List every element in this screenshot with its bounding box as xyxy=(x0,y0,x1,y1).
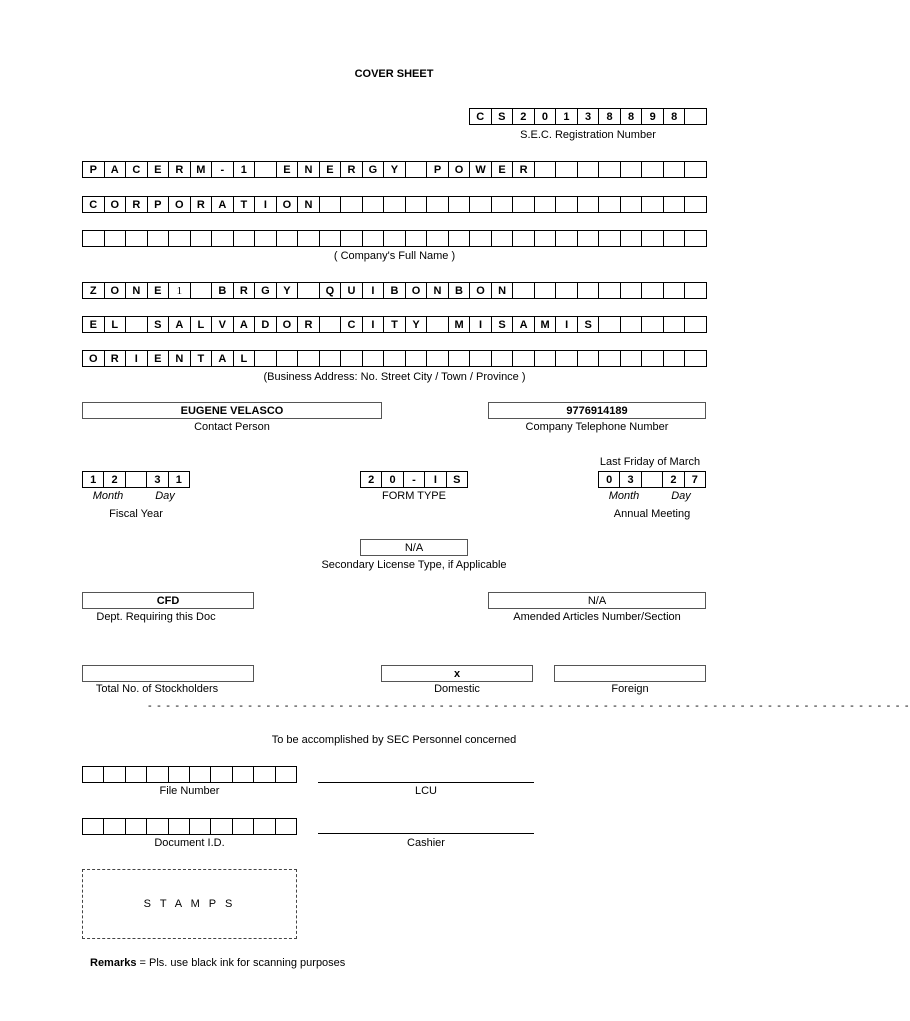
input-cell[interactable] xyxy=(427,231,449,246)
input-cell[interactable] xyxy=(169,767,190,782)
input-cell[interactable]: S xyxy=(578,317,600,332)
input-cell[interactable] xyxy=(556,231,578,246)
input-cell[interactable] xyxy=(276,767,296,782)
input-cell[interactable]: T xyxy=(234,197,256,212)
input-cell[interactable] xyxy=(298,283,320,298)
input-cell[interactable]: L xyxy=(234,351,256,366)
input-cell[interactable]: 0 xyxy=(599,472,620,487)
input-cell[interactable]: L xyxy=(105,317,127,332)
input-cell[interactable]: M xyxy=(535,317,557,332)
input-cell[interactable] xyxy=(363,197,385,212)
input-cell[interactable] xyxy=(449,231,471,246)
input-cell[interactable] xyxy=(578,351,600,366)
annual-meeting-field[interactable] xyxy=(598,471,706,488)
input-cell[interactable]: 0 xyxy=(535,109,557,124)
annual-meeting-note: Last Friday of March xyxy=(599,456,701,468)
remarks-prefix: Remarks xyxy=(90,957,137,969)
input-cell[interactable]: 3 xyxy=(578,109,600,124)
total-stockholders-field[interactable] xyxy=(82,665,254,682)
input-cell[interactable] xyxy=(492,351,514,366)
input-cell[interactable]: S xyxy=(148,317,170,332)
input-cell[interactable] xyxy=(599,197,621,212)
input-cell[interactable]: C xyxy=(83,197,105,212)
input-cell[interactable] xyxy=(83,819,104,834)
stamps-box xyxy=(82,869,297,939)
input-cell[interactable]: 1 xyxy=(234,162,256,177)
input-cell[interactable] xyxy=(642,472,663,487)
input-cell[interactable]: 1 xyxy=(83,472,104,487)
input-cell[interactable] xyxy=(277,351,299,366)
file-number-label: File Number xyxy=(159,785,220,797)
company-name-row-1[interactable] xyxy=(82,161,707,178)
input-cell[interactable] xyxy=(126,472,147,487)
input-cell[interactable] xyxy=(664,351,686,366)
input-cell[interactable]: - xyxy=(212,162,234,177)
input-cell[interactable]: U xyxy=(341,283,363,298)
input-cell[interactable]: I xyxy=(470,317,492,332)
business-address-row-3[interactable] xyxy=(82,350,707,367)
sec-personnel-heading: To be accomplished by SEC Personnel concerned xyxy=(271,734,517,746)
input-cell[interactable]: I xyxy=(255,197,277,212)
input-cell[interactable]: O xyxy=(169,197,191,212)
input-cell[interactable]: S xyxy=(492,109,514,124)
input-cell[interactable] xyxy=(492,231,514,246)
company-telephone-label: Company Telephone Number xyxy=(525,421,669,433)
input-cell[interactable]: Y xyxy=(406,317,428,332)
input-cell[interactable] xyxy=(685,162,706,177)
input-cell[interactable]: C xyxy=(126,162,148,177)
input-cell[interactable] xyxy=(254,767,275,782)
input-cell[interactable]: 3 xyxy=(620,472,641,487)
input-cell[interactable] xyxy=(535,231,557,246)
input-cell[interactable] xyxy=(363,351,385,366)
input-cell[interactable]: P xyxy=(83,162,105,177)
input-cell[interactable]: S xyxy=(492,317,514,332)
annual-meeting-month-label: Month xyxy=(608,490,640,502)
company-name-label: ( Company's Full Name ) xyxy=(333,250,456,262)
input-cell[interactable]: I xyxy=(425,472,446,487)
input-cell[interactable]: O xyxy=(470,283,492,298)
input-cell[interactable] xyxy=(578,231,600,246)
input-cell[interactable] xyxy=(126,317,148,332)
input-cell[interactable]: 1 xyxy=(169,283,191,298)
input-cell[interactable] xyxy=(685,109,706,124)
input-cell[interactable]: 3 xyxy=(147,472,168,487)
input-cell[interactable] xyxy=(664,162,686,177)
input-cell[interactable] xyxy=(664,231,686,246)
input-cell[interactable]: A xyxy=(105,162,127,177)
input-cell[interactable] xyxy=(255,351,277,366)
input-cell[interactable] xyxy=(621,351,643,366)
input-cell[interactable] xyxy=(621,231,643,246)
input-cell[interactable] xyxy=(126,231,148,246)
input-cell[interactable]: R xyxy=(341,162,363,177)
input-cell[interactable]: 9 xyxy=(642,109,664,124)
input-cell[interactable] xyxy=(341,197,363,212)
input-cell[interactable] xyxy=(190,767,211,782)
input-cell[interactable] xyxy=(126,819,147,834)
input-cell[interactable] xyxy=(470,351,492,366)
input-cell[interactable]: Y xyxy=(277,283,299,298)
input-cell[interactable]: T xyxy=(384,317,406,332)
input-cell[interactable] xyxy=(341,231,363,246)
input-cell[interactable] xyxy=(211,819,232,834)
amended-articles-label: Amended Articles Number/Section xyxy=(513,611,681,623)
input-cell[interactable]: O xyxy=(277,317,299,332)
file-number-field[interactable] xyxy=(82,766,297,783)
input-cell[interactable] xyxy=(513,231,535,246)
input-cell[interactable] xyxy=(298,351,320,366)
input-cell[interactable] xyxy=(578,283,600,298)
input-cell[interactable]: A xyxy=(212,197,234,212)
form-type-field[interactable] xyxy=(360,471,468,488)
contact-person-label: Contact Person xyxy=(194,421,270,433)
secondary-license-field[interactable]: N/A xyxy=(360,539,468,556)
input-cell[interactable] xyxy=(126,767,147,782)
input-cell[interactable]: 8 xyxy=(599,109,621,124)
input-cell[interactable] xyxy=(599,351,621,366)
input-cell[interactable]: I xyxy=(556,317,578,332)
input-cell[interactable] xyxy=(685,231,706,246)
business-address-label: (Business Address: No. Street City / Town / Province ) xyxy=(263,371,526,383)
input-cell[interactable]: 0 xyxy=(382,472,403,487)
input-cell[interactable]: V xyxy=(212,317,234,332)
sec-registration-number-label: S.E.C. Registration Number xyxy=(520,129,656,141)
input-cell[interactable] xyxy=(169,231,191,246)
input-cell[interactable] xyxy=(233,767,254,782)
sec-registration-number-field[interactable] xyxy=(469,108,707,125)
input-cell[interactable]: S xyxy=(453,473,461,486)
input-cell[interactable] xyxy=(105,231,127,246)
form-type-label: FORM TYPE xyxy=(382,490,446,502)
input-cell[interactable]: 2 xyxy=(663,472,684,487)
input-cell[interactable]: A xyxy=(513,317,535,332)
input-cell[interactable] xyxy=(513,283,535,298)
fiscal-year-field[interactable] xyxy=(82,471,190,488)
input-cell[interactable] xyxy=(578,197,600,212)
input-cell[interactable] xyxy=(406,351,428,366)
input-cell[interactable] xyxy=(685,317,706,332)
input-cell[interactable] xyxy=(535,197,557,212)
input-cell[interactable] xyxy=(406,231,428,246)
input-cell[interactable]: C xyxy=(470,109,492,124)
input-cell[interactable]: 8 xyxy=(664,109,686,124)
input-cell[interactable]: N xyxy=(169,351,191,366)
input-cell[interactable] xyxy=(234,231,256,246)
input-cell[interactable]: N xyxy=(492,283,514,298)
lcu-signature-line[interactable] xyxy=(318,782,534,783)
input-cell[interactable] xyxy=(190,819,211,834)
input-cell[interactable] xyxy=(148,231,170,246)
input-cell[interactable]: N xyxy=(427,283,449,298)
input-cell[interactable]: 2 xyxy=(513,109,535,124)
lcu-label: LCU xyxy=(414,785,437,797)
input-cell[interactable] xyxy=(104,767,125,782)
input-cell[interactable] xyxy=(233,819,254,834)
input-cell[interactable]: R xyxy=(298,317,320,332)
company-name-row-3[interactable] xyxy=(82,230,707,247)
input-cell[interactable] xyxy=(255,231,277,246)
input-cell[interactable]: N xyxy=(298,162,320,177)
input-cell[interactable]: B xyxy=(384,283,406,298)
input-cell[interactable]: I xyxy=(126,351,148,366)
input-cell[interactable] xyxy=(599,317,621,332)
input-cell[interactable] xyxy=(642,283,664,298)
input-cell[interactable] xyxy=(320,231,342,246)
document-id-field[interactable] xyxy=(82,818,297,835)
stamps-label: S T A M P S xyxy=(143,898,236,910)
input-cell[interactable] xyxy=(621,317,643,332)
fiscal-year-label: Fiscal Year xyxy=(109,508,163,520)
foreign-field[interactable] xyxy=(554,665,706,682)
input-cell[interactable] xyxy=(556,351,578,366)
page-title: COVER SHEET xyxy=(354,68,434,80)
divider-dashed: - - - - - - - - - - - - - - - - - - - - - - - - - - - - - - - - - - - - - - - - - - - - - - - - - - - - - - - - - - - - - - - - - - - - - - - - - - - - - - - - - - - - xyxy=(148,700,910,712)
input-cell[interactable]: T xyxy=(191,351,213,366)
input-cell[interactable]: I xyxy=(363,317,385,332)
input-cell[interactable]: O xyxy=(406,283,428,298)
input-cell[interactable] xyxy=(298,231,320,246)
input-cell[interactable]: P xyxy=(148,197,170,212)
input-cell[interactable]: E xyxy=(492,162,514,177)
fiscal-year-day-label: Day xyxy=(155,490,175,502)
input-cell[interactable] xyxy=(513,197,535,212)
input-cell[interactable] xyxy=(363,231,385,246)
amended-articles-field[interactable]: N/A xyxy=(488,592,706,609)
input-cell[interactable] xyxy=(83,231,105,246)
input-cell[interactable]: 8 xyxy=(621,109,643,124)
company-name-row-2[interactable] xyxy=(82,196,707,213)
input-cell[interactable] xyxy=(320,317,342,332)
input-cell[interactable] xyxy=(642,197,664,212)
input-cell[interactable]: O xyxy=(277,197,299,212)
input-cell[interactable]: G xyxy=(363,162,385,177)
input-cell[interactable] xyxy=(642,162,664,177)
annual-meeting-day-label: Day xyxy=(671,490,691,502)
input-cell[interactable]: E xyxy=(148,351,170,366)
input-cell[interactable]: O xyxy=(105,283,127,298)
input-cell[interactable]: N xyxy=(298,197,320,212)
remarks xyxy=(90,957,345,969)
document-id-label: Document I.D. xyxy=(154,837,225,849)
input-cell[interactable]: R xyxy=(234,283,256,298)
input-cell[interactable]: R xyxy=(105,351,127,366)
input-cell[interactable] xyxy=(427,317,449,332)
input-cell[interactable] xyxy=(599,283,621,298)
input-cell[interactable]: E xyxy=(83,317,105,332)
input-cell[interactable] xyxy=(83,767,104,782)
input-cell[interactable]: R xyxy=(169,162,191,177)
input-cell[interactable]: O xyxy=(449,162,471,177)
input-cell[interactable] xyxy=(535,283,557,298)
input-cell[interactable]: E xyxy=(148,283,170,298)
input-cell[interactable] xyxy=(556,283,578,298)
input-cell[interactable] xyxy=(254,819,275,834)
input-cell[interactable]: B xyxy=(212,283,234,298)
input-cell[interactable] xyxy=(341,351,363,366)
input-cell[interactable] xyxy=(255,162,277,177)
input-cell[interactable] xyxy=(470,231,492,246)
input-cell[interactable]: 7 xyxy=(691,473,698,486)
input-cell[interactable] xyxy=(642,317,664,332)
input-cell[interactable] xyxy=(427,351,449,366)
input-cell[interactable] xyxy=(599,162,621,177)
input-cell[interactable]: B xyxy=(449,283,471,298)
input-cell[interactable] xyxy=(277,231,299,246)
input-cell[interactable]: O xyxy=(105,197,127,212)
input-cell[interactable] xyxy=(191,283,213,298)
input-cell[interactable] xyxy=(685,351,706,366)
input-cell[interactable] xyxy=(621,283,643,298)
input-cell[interactable]: Q xyxy=(320,283,342,298)
input-cell[interactable]: R xyxy=(191,197,213,212)
secondary-license-label: Secondary License Type, if Applicable xyxy=(321,559,507,571)
dept-requiring-field[interactable]: CFD xyxy=(82,592,254,609)
input-cell[interactable] xyxy=(406,162,428,177)
input-cell[interactable] xyxy=(384,351,406,366)
input-cell[interactable]: W xyxy=(470,162,492,177)
input-cell[interactable]: - xyxy=(404,472,425,487)
input-cell[interactable] xyxy=(578,162,600,177)
input-cell[interactable] xyxy=(147,819,168,834)
input-cell[interactable] xyxy=(642,231,664,246)
input-cell[interactable] xyxy=(427,197,449,212)
input-cell[interactable] xyxy=(685,283,706,298)
dept-requiring-label: Dept. Requiring this Doc xyxy=(96,611,216,623)
fiscal-year-month-label: Month xyxy=(92,490,124,502)
input-cell[interactable]: Y xyxy=(384,162,406,177)
input-cell[interactable] xyxy=(104,819,125,834)
input-cell[interactable] xyxy=(470,197,492,212)
input-cell[interactable]: E xyxy=(148,162,170,177)
input-cell[interactable] xyxy=(535,162,557,177)
annual-meeting-label: Annual Meeting xyxy=(613,508,691,520)
input-cell[interactable] xyxy=(169,819,190,834)
input-cell[interactable] xyxy=(621,162,643,177)
input-cell[interactable] xyxy=(406,197,428,212)
input-cell[interactable] xyxy=(211,767,232,782)
cashier-signature-line[interactable] xyxy=(318,833,534,834)
input-cell[interactable]: 2 xyxy=(104,472,125,487)
cashier-label: Cashier xyxy=(407,837,445,849)
input-cell[interactable]: A xyxy=(169,317,191,332)
input-cell[interactable]: N xyxy=(126,283,148,298)
domestic-field[interactable]: x xyxy=(381,665,533,682)
input-cell[interactable] xyxy=(320,197,342,212)
input-cell[interactable]: E xyxy=(277,162,299,177)
business-address-row-2[interactable] xyxy=(82,316,707,333)
contact-person-field[interactable]: EUGENE VELASCO xyxy=(82,402,382,419)
input-cell[interactable]: O xyxy=(83,351,105,366)
input-cell[interactable] xyxy=(535,351,557,366)
input-cell[interactable]: D xyxy=(255,317,277,332)
input-cell[interactable] xyxy=(664,283,686,298)
domestic-label: Domestic xyxy=(434,683,480,695)
business-address-row-1[interactable] xyxy=(82,282,707,299)
company-telephone-field[interactable]: 9776914189 xyxy=(488,402,706,419)
input-cell[interactable] xyxy=(642,351,664,366)
input-cell[interactable] xyxy=(276,819,296,834)
input-cell[interactable]: M xyxy=(449,317,471,332)
input-cell[interactable] xyxy=(513,351,535,366)
foreign-label: Foreign xyxy=(611,683,649,695)
input-cell[interactable] xyxy=(384,231,406,246)
input-cell[interactable] xyxy=(556,162,578,177)
input-cell[interactable]: M xyxy=(191,162,213,177)
input-cell[interactable]: C xyxy=(341,317,363,332)
input-cell[interactable] xyxy=(147,767,168,782)
input-cell[interactable]: E xyxy=(320,162,342,177)
input-cell[interactable]: R xyxy=(513,162,535,177)
input-cell[interactable]: I xyxy=(363,283,385,298)
input-cell[interactable] xyxy=(384,197,406,212)
input-cell[interactable] xyxy=(556,197,578,212)
input-cell[interactable] xyxy=(449,351,471,366)
input-cell[interactable] xyxy=(664,197,686,212)
input-cell[interactable]: A xyxy=(234,317,256,332)
input-cell[interactable] xyxy=(599,231,621,246)
input-cell[interactable]: P xyxy=(427,162,449,177)
input-cell[interactable] xyxy=(685,197,706,212)
input-cell[interactable]: G xyxy=(255,283,277,298)
input-cell[interactable] xyxy=(664,317,686,332)
input-cell[interactable]: 1 xyxy=(175,473,182,486)
input-cell[interactable] xyxy=(621,197,643,212)
input-cell[interactable]: 2 xyxy=(361,472,382,487)
input-cell[interactable] xyxy=(320,351,342,366)
input-cell[interactable] xyxy=(449,197,471,212)
input-cell[interactable] xyxy=(492,197,514,212)
input-cell[interactable] xyxy=(212,231,234,246)
input-cell[interactable] xyxy=(191,231,213,246)
input-cell[interactable]: 1 xyxy=(556,109,578,124)
input-cell[interactable]: Z xyxy=(83,283,105,298)
remarks-text: = Pls. use black ink for scanning purposes xyxy=(136,957,346,969)
input-cell[interactable]: A xyxy=(212,351,234,366)
total-stockholders-label: Total No. of Stockholders xyxy=(95,683,219,695)
input-cell[interactable]: R xyxy=(126,197,148,212)
input-cell[interactable]: L xyxy=(191,317,213,332)
